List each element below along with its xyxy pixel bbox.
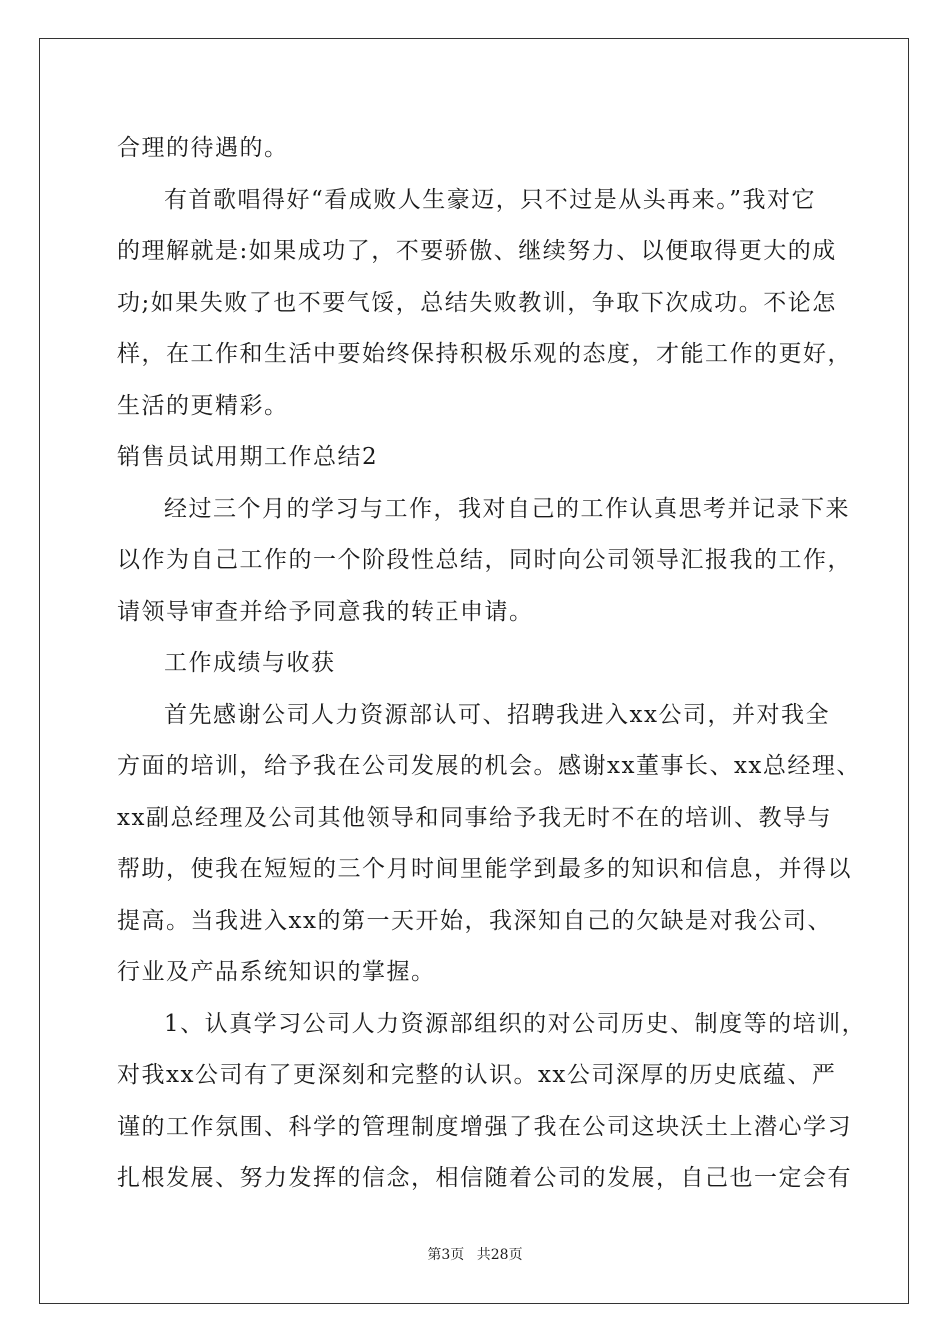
text-line: xx副总经理及公司其他领导和同事给予我无时不在的培训、教导与 — [117, 804, 832, 831]
text-line: 以作为自己工作的一个阶段性总结，同时向公司领导汇报我的工作， — [117, 547, 852, 573]
text-line: 经过三个月的学习与工作，我对自己的工作认真思考并记录下来 — [164, 495, 850, 522]
text-line: 首先感谢公司人力资源部认可、招聘我进入xx公司，并对我全 — [164, 701, 830, 728]
text-line: 样，在工作和生活中要始终保持积极乐观的态度，才能工作的更好， — [117, 341, 852, 367]
text-line: 功;如果失败了也不要气馁，总结失败教训，争取下次成功。不论怎 — [117, 289, 837, 316]
text-line: 谨的工作氛围、科学的管理制度增强了我在公司这块沃土上潜心学习 — [117, 1113, 852, 1140]
text-line: 合理的待遇的。 — [117, 135, 289, 161]
text-line: 提高。当我进入xx的第一天开始，我深知自己的欠缺是对我公司、 — [117, 907, 832, 934]
text-line: 方面的培训，给予我在公司发展的机会。感谢xx董事长、xx总经理、 — [117, 753, 861, 779]
document-body — [117, 128, 867, 1210]
text-line: 有首歌唱得好“看成败人生豪迈，只不过是从头再来。”我对它 — [164, 186, 817, 213]
text-line: 扎根发展、努力发挥的信念，相信随着公司的发展，自己也一定会有 — [117, 1165, 852, 1191]
text-line: 请领导审查并给予同意我的转正申请。 — [117, 598, 534, 625]
text-line: 帮助，使我在短短的三个月时间里能学到最多的知识和信息，并得以 — [117, 856, 852, 882]
text-line: 的理解就是:如果成功了，不要骄傲、继续努力、以便取得更大的成 — [117, 238, 837, 264]
page-footer — [0, 1244, 950, 1264]
subheading: 工作成绩与收获 — [164, 650, 336, 676]
page-number: 第3页 — [427, 1247, 465, 1263]
page-total: 共28页 — [476, 1247, 523, 1263]
section-heading: 销售员试用期工作总结2 — [117, 444, 379, 470]
text-line: 1、认真学习公司人力资源部组织的对公司历史、制度等的培训， — [164, 1010, 867, 1037]
text-line: 生活的更精彩。 — [117, 392, 289, 419]
text-line: 对我xx公司有了更深刻和完整的认识。xx公司深厚的历史底蕴、严 — [117, 1062, 837, 1088]
text-line: 行业及产品系统知识的掌握。 — [117, 959, 436, 985]
